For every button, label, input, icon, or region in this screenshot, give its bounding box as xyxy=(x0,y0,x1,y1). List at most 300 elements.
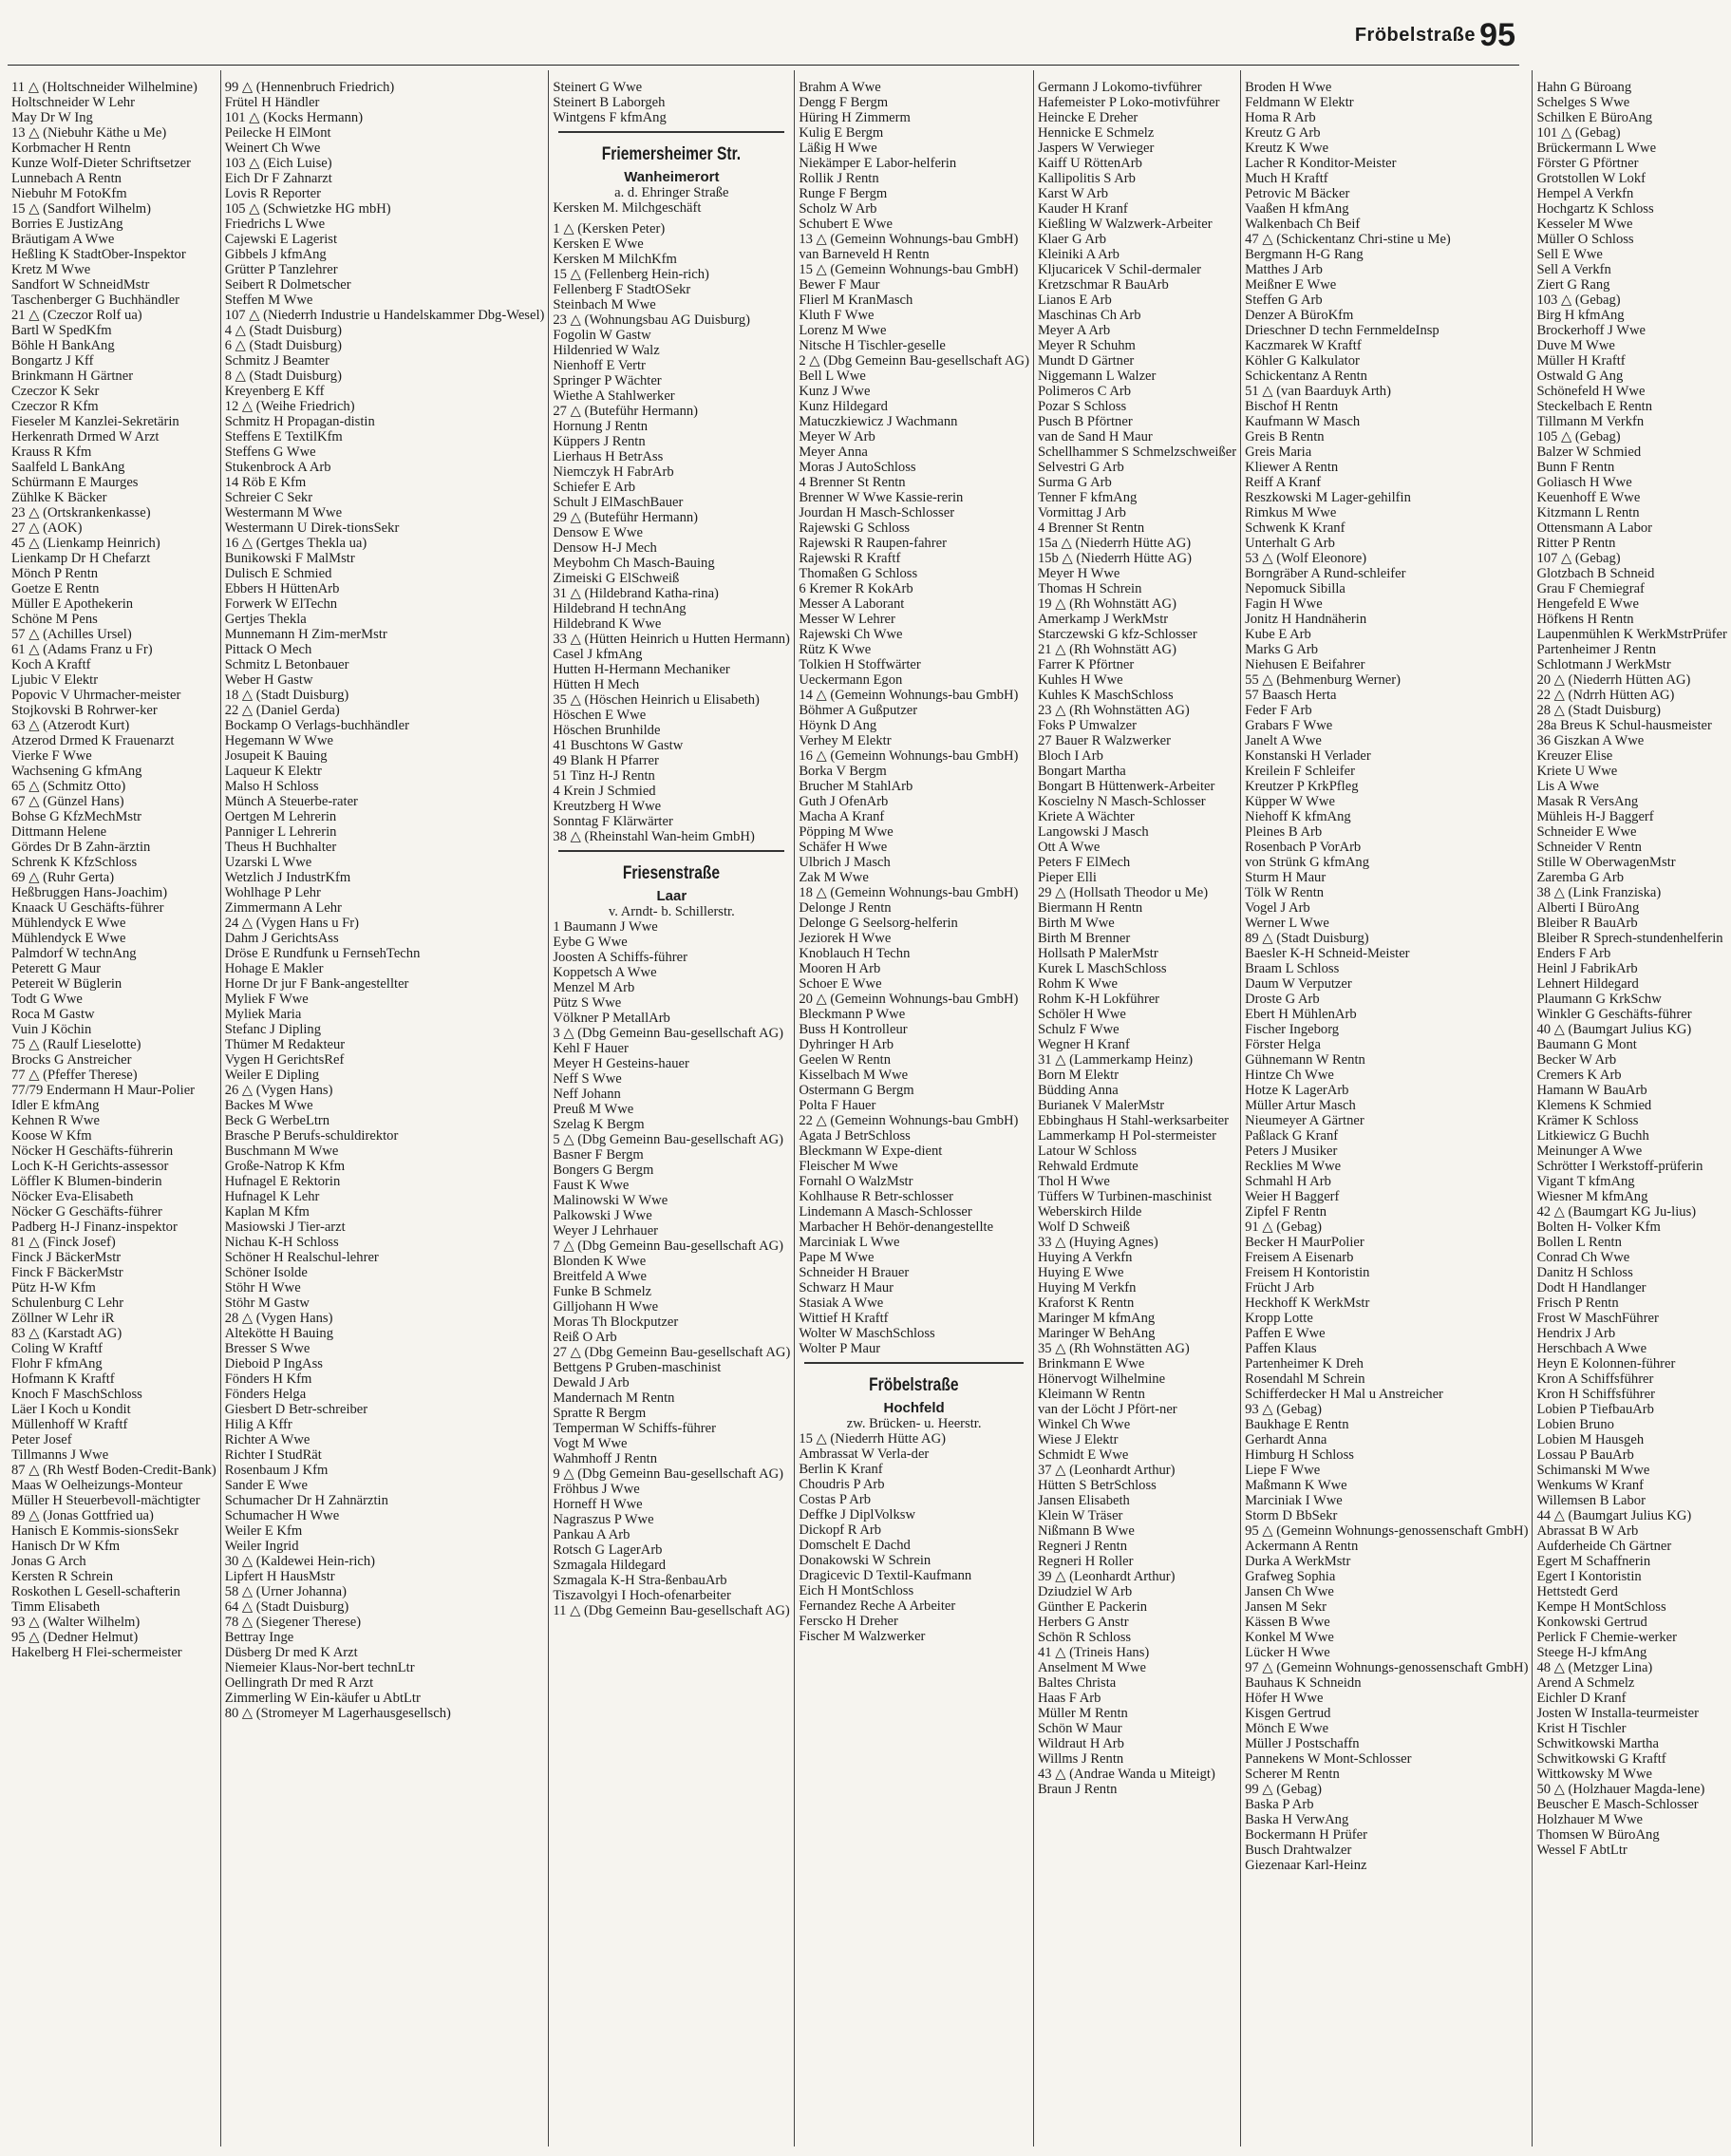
directory-entry: Hutten H-Hermann Mechaniker xyxy=(553,662,730,677)
directory-entry: Kretz M Wwe xyxy=(11,262,91,277)
directory-entry: Fönders Helga xyxy=(224,1387,307,1402)
directory-entry: Maßmann K Wwe xyxy=(1245,1478,1347,1493)
directory-entry: Ackermann A Rentn xyxy=(1245,1539,1359,1554)
directory-entry: Lacher R Konditor-Meister xyxy=(1245,156,1397,171)
directory-entry: Fröhbus J Wwe xyxy=(553,1482,640,1497)
directory-entry: Blonden K Wwe xyxy=(553,1254,647,1269)
directory-entry: Schmitz J Beamter xyxy=(224,353,329,369)
directory-entry: Kisgen Gertrud xyxy=(1245,1706,1331,1721)
directory-entry: Sandfort W SchneidMstr xyxy=(11,277,150,293)
directory-entry: Plaumann G KrkSchw xyxy=(1536,992,1662,1007)
directory-entry: Meyer H Wwe xyxy=(1037,566,1120,581)
directory-entry: Bockamp O Verlags-buchhändler xyxy=(224,718,409,733)
directory-entry: Reiff A Kranf xyxy=(1245,475,1322,490)
directory-entry: Pape M Wwe xyxy=(799,1250,875,1265)
directory-entry: 89 △ (Jonas Gottfried ua) xyxy=(11,1508,154,1523)
directory-entry: Konstanski H Verlader xyxy=(1245,748,1371,764)
directory-entry: Popovic V Uhrmacher-meister xyxy=(11,688,181,703)
directory-entry: Lipfert H HausMstr xyxy=(224,1569,335,1584)
directory-entry: Dodt H Handlanger xyxy=(1536,1280,1646,1295)
directory-entry: Rehwald Erdmute xyxy=(1037,1159,1138,1174)
directory-entry: Heßbruggen Hans-Joachim) xyxy=(11,885,168,900)
directory-entry: Bresser S Wwe xyxy=(224,1341,310,1356)
directory-entry: 6 Kremer R KokArb xyxy=(799,581,913,596)
directory-entry: Hütten H Mech xyxy=(553,677,640,692)
directory-entry: Jansen Elisabeth xyxy=(1037,1493,1130,1508)
directory-entry: Pankau A Arb xyxy=(553,1527,630,1542)
directory-entry: Krämer K Schloss xyxy=(1536,1113,1639,1128)
directory-entry: 37 △ (Leonhardt Arthur) xyxy=(1037,1463,1176,1478)
directory-entry: Finck F BäckerMstr xyxy=(11,1265,123,1280)
directory-entry: Scherer M Rentn xyxy=(1245,1767,1340,1782)
directory-entry: Schwitkowski Martha xyxy=(1536,1736,1659,1751)
directory-entry: Holzhauer M Wwe xyxy=(1536,1812,1644,1827)
directory-entry: Hakelberg H Flei-schermeister xyxy=(11,1645,182,1660)
directory-entry: Hüring H Zimmerm xyxy=(799,110,911,125)
directory-entry: 40 △ (Baumgart Julius KG) xyxy=(1536,1022,1692,1037)
directory-entry: 28 △ (Stadt Duisburg) xyxy=(1536,703,1661,718)
directory-entry: Kurek L MaschSchloss xyxy=(1037,961,1167,976)
directory-entry: Höschen Brunhilde xyxy=(553,723,661,738)
directory-entry: Winkler G Geschäfts-führer xyxy=(1536,1007,1692,1022)
directory-entry: Foks P Umwalzer xyxy=(1037,718,1137,733)
directory-entry: 41 △ (Trineis Hans) xyxy=(1037,1645,1150,1660)
directory-entry: Glotzbach B Schneid xyxy=(1536,566,1655,581)
directory-entry: Temperman W Schiffs-führer xyxy=(553,1421,716,1436)
directory-entry: 97 △ (Gemeinn Wohnungs-genossenschaft GmbH) xyxy=(1245,1660,1529,1675)
directory-entry: Schneider H Brauer xyxy=(799,1265,910,1280)
directory-entry: Matthes J Arb xyxy=(1245,262,1323,277)
directory-entry: 21 △ (Rh Wohnstätt AG) xyxy=(1037,642,1176,657)
directory-entry: Josten W Installa-teurmeister xyxy=(1536,1706,1699,1721)
directory-entry: Grafweg Sophia xyxy=(1245,1569,1336,1584)
directory-entry: Hotze K LagerArb xyxy=(1245,1083,1349,1098)
directory-entry: Lunnebach A Rentn xyxy=(11,171,122,186)
directory-entry: Schneider V Rentn xyxy=(1536,840,1642,855)
directory-entry: Weier H Baggerf xyxy=(1245,1189,1340,1204)
directory-entry: Langowski J Masch xyxy=(1037,824,1149,840)
directory-entry: 20 △ (Gemeinn Wohnungs-bau GmbH) xyxy=(799,992,1019,1007)
directory-entry: Klemens K Schmied xyxy=(1536,1098,1652,1113)
directory-entry: Steffen G Arb xyxy=(1245,293,1323,308)
directory-entry: 23 △ (Rh Wohnstätten AG) xyxy=(1037,703,1190,718)
directory-entry: 81 △ (Finck Josef) xyxy=(11,1235,116,1250)
directory-entry: Niemeier Klaus-Nor-bert technLtr xyxy=(224,1660,415,1675)
directory-entry: Schumacher H Wwe xyxy=(224,1508,340,1523)
directory-entry: Kehl F Hauer xyxy=(553,1041,629,1056)
directory-entry: Maas W Oelheizungs-Monteur xyxy=(11,1478,183,1493)
directory-entry: 57 △ (Achilles Ursel) xyxy=(11,627,132,642)
directory-entry: Sell E Wwe xyxy=(1536,247,1603,262)
directory-entry: Bartl W SpedKfm xyxy=(11,323,112,338)
directory-entry: Kreuzer Elise xyxy=(1536,748,1613,764)
directory-entry: Lehnert Hildegard xyxy=(1536,976,1639,992)
directory-entry: 5 △ (Dbg Gemeinn Bau-gesellschaft AG) xyxy=(553,1132,784,1147)
directory-entry: 65 △ (Schmitz Otto) xyxy=(11,779,126,794)
directory-entry: Lücker H Wwe xyxy=(1245,1645,1330,1660)
directory-entry: Casel J kfmAng xyxy=(553,647,643,662)
directory-entry: 22 △ (Ndrrh Hütten AG) xyxy=(1536,688,1675,703)
directory-entry: Krist H Tischler xyxy=(1536,1721,1627,1736)
directory-entry: Himburg H Schloss xyxy=(1245,1447,1354,1463)
directory-entry: Müller H Steuerbevoll-mächtigter xyxy=(11,1493,200,1508)
directory-entry: Nagraszus P Wwe xyxy=(553,1512,654,1527)
directory-entry: Weberskirch Hilde xyxy=(1037,1204,1142,1220)
directory-entry: Broden H Wwe xyxy=(1245,80,1332,95)
directory-entry: 48 △ (Metzger Lina) xyxy=(1536,1660,1653,1675)
directory-entry: Schöner H Realschul-lehrer xyxy=(224,1250,379,1265)
directory-entry: Kleiniki A Arb xyxy=(1037,247,1120,262)
directory-entry: Birth M Wwe xyxy=(1037,916,1115,931)
directory-entry: Förster Helga xyxy=(1245,1037,1321,1052)
directory-columns xyxy=(8,70,1727,2147)
directory-entry: Wolter W MaschSchloss xyxy=(799,1326,935,1341)
directory-entry: Ostwald G Ang xyxy=(1536,369,1624,384)
directory-entry: Nienhoff E Vertr xyxy=(553,358,646,373)
directory-entry: Weinert Ch Wwe xyxy=(224,141,321,156)
directory-entry: Kreutz K Wwe xyxy=(1245,141,1329,156)
directory-entry: Kersken M MilchKfm xyxy=(553,252,677,267)
directory-entry: Nöcker H Geschäfts-führerin xyxy=(11,1144,174,1159)
directory-entry: Steinbach M Wwe xyxy=(553,297,656,312)
directory-entry: Costas P Arb xyxy=(799,1492,871,1507)
directory-entry: 107 △ (Niederrh Industrie u Handelskammer Dbg-Wesel) xyxy=(224,308,545,323)
directory-entry: 67 △ (Günzel Hans) xyxy=(11,794,124,809)
directory-entry: Seibert R Dolmetscher xyxy=(224,277,351,293)
district-name: Laar xyxy=(656,888,687,904)
directory-entry: Winkel Ch Wwe xyxy=(1037,1417,1131,1432)
directory-entry: Münch A Steuerbe-rater xyxy=(224,794,358,809)
directory-entry: Weyer J Lehrhauer xyxy=(553,1223,659,1239)
directory-entry: Schulenburg C Lehr xyxy=(11,1295,124,1311)
directory-entry: Vogt M Wwe xyxy=(553,1436,628,1451)
directory-entry: Wolf D Schweiß xyxy=(1037,1220,1130,1235)
directory-entry: Korbmacher H Rentn xyxy=(11,141,131,156)
directory-entry: Baesler K-H Schneid-Meister xyxy=(1245,946,1410,961)
directory-entry: Faust K Wwe xyxy=(553,1178,630,1193)
directory-entry: 22 △ (Daniel Gerda) xyxy=(224,703,340,718)
directory-entry: Bockermann H Prüfer xyxy=(1245,1827,1367,1843)
directory-entry: Donakowski W Schrein xyxy=(799,1553,931,1568)
directory-entry: 27 △ (Dbg Gemeinn Bau-gesellschaft AG) xyxy=(553,1345,791,1360)
directory-entry: Jonas G Arch xyxy=(11,1554,86,1569)
street-range: a. d. Ehringer Straße xyxy=(614,185,729,200)
directory-entry: Timm Elisabeth xyxy=(11,1599,101,1615)
directory-entry: Schrötter I Werkstoff-prüferin xyxy=(1536,1159,1703,1174)
directory-entry: Eichler D Kranf xyxy=(1536,1691,1627,1706)
directory-entry: 20 △ (Niederrh Hütten AG) xyxy=(1536,672,1691,688)
directory-entry: Maschinas Ch Arb xyxy=(1037,308,1141,323)
directory-entry: 4 △ (Stadt Duisburg) xyxy=(224,323,342,338)
directory-entry: Mühleis H-J Baggerf xyxy=(1536,809,1654,824)
directory-entry: Peilecke H ElMont xyxy=(224,125,331,141)
directory-entry: Bunn F Rentn xyxy=(1536,460,1615,475)
directory-entry: Nepomuck Sibilla xyxy=(1245,581,1345,596)
directory-entry: 29 △ (Hollsath Theodor u Me) xyxy=(1037,885,1209,900)
directory-entry: Ueckermann Egon xyxy=(799,672,903,688)
directory-entry: Mönch E Wwe xyxy=(1245,1721,1329,1736)
directory-entry: Giesbert D Betr-schreiber xyxy=(224,1402,368,1417)
directory-entry: 23 △ (Ortskrankenkasse) xyxy=(11,505,151,520)
street-title: Friesenstraße xyxy=(623,863,721,883)
directory-entry: Thol H Wwe xyxy=(1037,1174,1110,1189)
directory-entry: Lindemann A Masch-Schlosser xyxy=(799,1204,972,1220)
directory-entry: Große-Natrop K Kfm xyxy=(224,1159,346,1174)
directory-entry: Meyer W Arb xyxy=(799,429,875,444)
directory-entry: Vaaßen H kfmAng xyxy=(1245,201,1349,217)
directory-entry: Ziert G Rang xyxy=(1536,277,1610,293)
column-4 xyxy=(795,70,1034,2147)
directory-entry: Kuhles K MaschSchloss xyxy=(1037,688,1174,703)
directory-entry: Nißmann B Wwe xyxy=(1037,1523,1135,1539)
directory-entry: Zak M Wwe xyxy=(799,870,869,885)
directory-entry: Schmitz L Betonbauer xyxy=(224,657,349,672)
directory-entry: Brinkmann H Gärtner xyxy=(11,369,134,384)
directory-entry: Richter I StudRät xyxy=(224,1447,322,1463)
directory-entry: Brasche P Berufs-schuldirektor xyxy=(224,1128,399,1144)
directory-entry: Partenheimer K Dreh xyxy=(1245,1356,1364,1371)
directory-entry: Palmdorf W technAng xyxy=(11,946,137,961)
directory-entry: van der Löcht J Pfört-ner xyxy=(1037,1402,1177,1417)
directory-entry: 4 Brenner St Rentn xyxy=(799,475,906,490)
directory-entry: 35 △ (Höschen Heinrich u Elisabeth) xyxy=(553,692,760,708)
directory-entry: Gerhardt Anna xyxy=(1245,1432,1327,1447)
directory-entry: Schifferdecker H Mal u Anstreicher xyxy=(1245,1387,1443,1402)
directory-entry: Feldmann W Elektr xyxy=(1245,95,1354,110)
directory-entry: Jonitz H Handnäherin xyxy=(1245,612,1367,627)
directory-entry: 101 △ (Kocks Hermann) xyxy=(224,110,364,125)
directory-entry: Densow H-J Mech xyxy=(553,540,657,556)
directory-entry: Nieumeyer A Gärtner xyxy=(1245,1113,1364,1128)
directory-entry: Ferscko H Dreher xyxy=(799,1614,898,1629)
directory-entry: Paffen Klaus xyxy=(1245,1341,1317,1356)
directory-entry: Ulbrich J Masch xyxy=(799,855,891,870)
directory-entry: Stukenbrock A Arb xyxy=(224,460,331,475)
directory-entry: Aufderheide Ch Gärtner xyxy=(1536,1539,1672,1554)
directory-entry: Zimmerling W Ein-käufer u AbtLtr xyxy=(224,1691,421,1706)
directory-entry: Agata J BetrSchloss xyxy=(799,1128,911,1144)
directory-entry: Rajewski R Raupen-fahrer xyxy=(799,536,947,551)
directory-entry: Förster G Pförtner xyxy=(1536,156,1639,171)
directory-entry: Dengg F Bergm xyxy=(799,95,889,110)
directory-entry: 95 △ (Gemeinn Wohnungs-genossenschaft GmbH) xyxy=(1245,1523,1529,1539)
directory-entry: Drieschner D techn FernmeldeInsp xyxy=(1245,323,1439,338)
directory-entry: Cremers K Arb xyxy=(1536,1068,1622,1083)
directory-entry: Peter Josef xyxy=(11,1432,72,1447)
directory-entry: 2 △ (Dbg Gemeinn Bau-gesellschaft AG) xyxy=(799,353,1029,369)
directory-entry: Niemczyk H FabrArb xyxy=(553,464,674,480)
directory-entry: Hofmann K Kraftf xyxy=(11,1371,115,1387)
directory-entry: Messer A Laborant xyxy=(799,596,905,612)
directory-entry: Fischer Ingeborg xyxy=(1245,1022,1340,1037)
directory-entry: Düsberg Dr med K Arzt xyxy=(224,1645,358,1660)
directory-entry: Storm D BbSekr xyxy=(1245,1508,1338,1523)
directory-entry: Zühlke K Bäcker xyxy=(11,490,107,505)
directory-entry: Kron A Schiffsführer xyxy=(1536,1371,1654,1387)
directory-entry: Knoblauch H Techn xyxy=(799,946,911,961)
directory-entry: Meißner E Wwe xyxy=(1245,277,1337,293)
directory-entry: Niggemann L Walzer xyxy=(1037,369,1157,384)
directory-entry: Brockerhoff J Wwe xyxy=(1536,323,1646,338)
column-2 xyxy=(221,70,550,2147)
directory-entry: Weber H Gastw xyxy=(224,672,313,688)
directory-entry: Hütten S BetrSchloss xyxy=(1037,1478,1157,1493)
directory-entry: Rajewski Ch Wwe xyxy=(799,627,903,642)
directory-entry: Brückermann L Wwe xyxy=(1536,141,1657,156)
directory-entry: Weiler E Kfm xyxy=(224,1523,303,1539)
directory-entry: 18 △ (Stadt Duisburg) xyxy=(224,688,349,703)
directory-entry: Büdding Anna xyxy=(1037,1083,1119,1098)
directory-entry: 47 △ (Schickentanz Chri-stine u Me) xyxy=(1245,232,1451,247)
directory-entry: 28 △ (Vygen Hans) xyxy=(224,1311,333,1326)
directory-entry: Frisch P Rentn xyxy=(1536,1295,1619,1311)
directory-entry: Baska H VerwAng xyxy=(1245,1812,1349,1827)
directory-entry: Hollsath P MalerMstr xyxy=(1037,946,1158,961)
directory-entry: Loch K-H Gerichts-assessor xyxy=(11,1159,169,1174)
directory-entry: Dyhringer H Arb xyxy=(799,1037,894,1052)
directory-entry: Walkenbach Ch Beif xyxy=(1245,217,1361,232)
directory-entry: 55 △ (Behmenburg Werner) xyxy=(1245,672,1401,688)
directory-entry: Petrovic M Bäcker xyxy=(1245,186,1350,201)
directory-entry: 45 △ (Lienkamp Heinrich) xyxy=(11,536,160,551)
directory-entry: Klein W Träser xyxy=(1037,1508,1123,1523)
directory-entry: 43 △ (Andrae Wanda u Miteigt) xyxy=(1037,1767,1215,1782)
directory-entry: Weiler E Dipling xyxy=(224,1068,320,1083)
directory-entry: Danitz H Schloss xyxy=(1536,1265,1633,1280)
directory-entry: Peters F ElMech xyxy=(1037,855,1131,870)
directory-entry: 15 △ (Sandfort Wilhelm) xyxy=(11,201,151,217)
directory-entry: Josupeit K Bauing xyxy=(224,748,328,764)
directory-entry: 27 Bauer R Walzwerker xyxy=(1037,733,1171,748)
directory-entry: Bleiber R BauArb xyxy=(1536,916,1638,931)
directory-entry: Braam L Schloss xyxy=(1245,961,1340,976)
directory-entry: 105 △ (Schwietzke HG mbH) xyxy=(224,201,391,217)
directory-entry: Herschbach A Wwe xyxy=(1536,1341,1647,1356)
directory-entry: Lovis R Reporter xyxy=(224,186,322,201)
directory-entry: Kesseler M Wwe xyxy=(1536,217,1633,232)
directory-entry: Alberti I BüroAng xyxy=(1536,900,1640,916)
directory-entry: Hildebrand H technAng xyxy=(553,601,687,616)
directory-entry: Kulig E Bergm xyxy=(799,125,884,141)
directory-entry: 39 △ (Leonhardt Arthur) xyxy=(1037,1569,1176,1584)
directory-entry: Koose W Kfm xyxy=(11,1128,92,1144)
directory-entry: Richter A Wwe xyxy=(224,1432,310,1447)
directory-entry: Westermann M Wwe xyxy=(224,505,343,520)
directory-entry: Koscielny N Masch-Schlosser xyxy=(1037,794,1206,809)
directory-entry: Vygen H GerichtsRef xyxy=(224,1052,345,1068)
directory-entry: Mönch P Rentn xyxy=(11,566,99,581)
directory-entry: Taschenberger G Buchhändler xyxy=(11,293,180,308)
directory-entry: 61 △ (Adams Franz u Fr) xyxy=(11,642,153,657)
directory-entry: 107 △ (Gebag) xyxy=(1536,551,1621,566)
directory-entry: Kersten R Schrein xyxy=(11,1569,113,1584)
directory-entry: Brucher M StahlArb xyxy=(799,779,913,794)
directory-entry: Freisem H Kontoristin xyxy=(1245,1265,1370,1280)
directory-entry: Heincke E Dreher xyxy=(1037,110,1138,125)
directory-entry: Kaczmarek W Kraftf xyxy=(1245,338,1362,353)
directory-entry: Frücht J Arb xyxy=(1245,1280,1315,1295)
directory-entry: Schelges S Wwe xyxy=(1536,95,1630,110)
directory-entry: Pozar S Schloss xyxy=(1037,399,1127,414)
directory-entry: Atzerod Drmed K Frauenarzt xyxy=(11,733,175,748)
directory-entry: Braun J Rentn xyxy=(1037,1782,1118,1797)
directory-entry: Balzer W Schmied xyxy=(1536,444,1642,460)
directory-entry: Szelag K Bergm xyxy=(553,1117,645,1132)
directory-entry: 77/79 Endermann H Maur-Polier xyxy=(11,1083,196,1098)
directory-entry: Delonge G Seelsorg-helferin xyxy=(799,916,958,931)
directory-entry: Uzarski L Wwe xyxy=(224,855,312,870)
directory-entry: Grotstollen W Lokf xyxy=(1536,171,1646,186)
directory-entry: Malinowski W Wwe xyxy=(553,1193,668,1208)
directory-entry: Wiese J Elektr xyxy=(1037,1432,1119,1447)
directory-entry: Schulz F Wwe xyxy=(1037,1022,1120,1037)
directory-entry: Kljucaricek V Schil-dermaler xyxy=(1037,262,1202,277)
directory-entry: Gibbels J kfmAng xyxy=(224,247,327,262)
directory-entry: Domschelt E Dachd xyxy=(799,1538,911,1553)
directory-entry: Latour W Schloss xyxy=(1037,1144,1137,1159)
directory-entry: Schult J ElMaschBauer xyxy=(553,495,684,510)
directory-entry: Wahmhoff J Rentn xyxy=(553,1451,657,1466)
directory-entry: Hilig A Kffr xyxy=(224,1417,292,1432)
directory-entry: Heyn E Kolonnen-führer xyxy=(1536,1356,1676,1371)
directory-entry: 26 △ (Vygen Hans) xyxy=(224,1083,333,1098)
directory-entry: Vigant T kfmAng xyxy=(1536,1174,1635,1189)
directory-entry: Schmidt E Wwe xyxy=(1037,1447,1129,1463)
directory-entry: Egert I Kontoristin xyxy=(1536,1569,1642,1584)
directory-entry: Hahn G Büroang xyxy=(1536,80,1632,95)
directory-entry: Petereit W Büglerin xyxy=(11,976,122,992)
directory-entry: Schwitkowski G Kraftf xyxy=(1536,1751,1666,1767)
directory-entry: Kluth F Wwe xyxy=(799,308,875,323)
directory-entry: Theus H Buchhalter xyxy=(224,840,337,855)
directory-entry: Myliek F Wwe xyxy=(224,992,309,1007)
directory-entry: Karst W Arb xyxy=(1037,186,1108,201)
directory-entry: Schäfer H Wwe xyxy=(799,840,888,855)
directory-entry: 93 △ (Gebag) xyxy=(1245,1402,1322,1417)
directory-entry: Kreilein F Schleifer xyxy=(1245,764,1355,779)
directory-entry: Meyer A Arb xyxy=(1037,323,1111,338)
directory-entry: Kießling W Walzwerk-Arbeiter xyxy=(1037,217,1213,232)
directory-entry: Kehnen R Wwe xyxy=(11,1113,100,1128)
directory-entry: Völkner P MetallArb xyxy=(553,1011,670,1026)
directory-entry: Verhey M Elektr xyxy=(799,733,892,748)
directory-entry: Hendrix J Arb xyxy=(1536,1326,1616,1341)
directory-entry: 4 Brenner St Rentn xyxy=(1037,520,1145,536)
directory-entry: Wohlhage P Lehr xyxy=(224,885,321,900)
directory-entry: Zimeiski G ElSchweiß xyxy=(553,571,680,586)
directory-entry: Ebert H MühlenArb xyxy=(1245,1007,1357,1022)
directory-entry: Eich H MontSchloss xyxy=(799,1583,914,1598)
directory-entry: 1 Baumann J Wwe xyxy=(553,919,658,935)
directory-entry: Müller O Schloss xyxy=(1536,232,1634,247)
directory-entry: Pusch B Pförtner xyxy=(1037,414,1133,429)
directory-entry: Fleischer M Wwe xyxy=(799,1159,898,1174)
directory-entry: Baukhage E Rentn xyxy=(1245,1417,1349,1432)
directory-entry: Dragicevic D Textil-Kaufmann xyxy=(799,1568,972,1583)
directory-entry: Eybe G Wwe xyxy=(553,935,628,950)
directory-entry: Westermann U Direk-tionsSekr xyxy=(224,520,400,536)
directory-entry: Meybohm Ch Masch-Bauing xyxy=(553,556,715,571)
directory-entry: Czeczor K Sekr xyxy=(11,384,100,399)
directory-entry: Böhle H BankAng xyxy=(11,338,115,353)
directory-entry: Schneider E Wwe xyxy=(1536,824,1637,840)
directory-entry: Lobien M Hausgeh xyxy=(1536,1432,1645,1447)
directory-entry: Forwerk W ElTechn xyxy=(224,596,338,612)
directory-entry: Nitsche H Tischler-geselle xyxy=(799,338,946,353)
directory-entry: Berlin K Kranf xyxy=(799,1462,883,1477)
directory-entry: Tillmann M Verkfn xyxy=(1536,414,1645,429)
directory-entry: Meinunger A Wwe xyxy=(1536,1144,1643,1159)
